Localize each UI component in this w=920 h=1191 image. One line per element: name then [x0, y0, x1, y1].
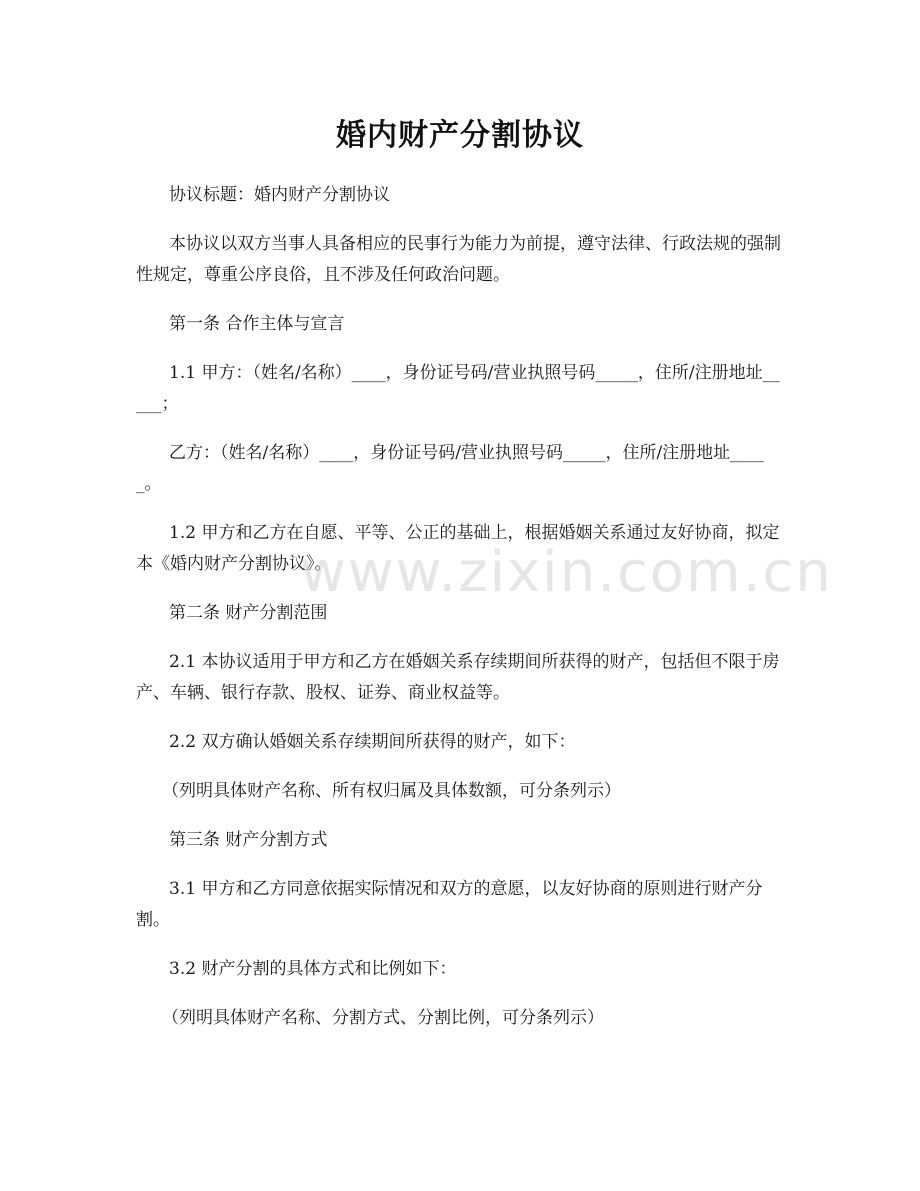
- clause-3-2: 3.2 财产分割的具体方式和比例如下：: [169, 959, 457, 979]
- clause-2-2: 2.2 双方确认婚姻关系存续期间所获得的财产，如下：: [169, 732, 576, 752]
- document-title: 婚内财产分割协议: [336, 118, 584, 153]
- clause-2-1: 2.1 本协议适用于甲方和乙方在婚姻关系存续期间所获得的财产，包括但不限于房产、车辆、银行存款、股权、证券、商业权益等。: [136, 652, 780, 703]
- article-2-heading: 第二条 财产分割范围: [169, 603, 328, 623]
- clause-1-1-party-b: 乙方：（姓名/名称）____，身份证号码/营业执照号码_____，住所/注册地址_____。: [136, 443, 765, 494]
- clause-1-1-party-a: 1.1 甲方：（姓名/名称）____，身份证号码/营业执照号码_____，住所/注册地址_____；: [136, 363, 780, 414]
- watermark: www.zixin.com.cn: [300, 540, 833, 605]
- agreement-title-line: 协议标题：婚内财产分割协议: [169, 185, 390, 205]
- clause-1-2: 1.2 甲方和乙方在自愿、平等、公正的基础上，根据婚姻关系通过友好协商，拟定本《婚内财产分割协议》。: [136, 523, 780, 574]
- article-3-heading: 第三条 财产分割方式: [169, 830, 328, 850]
- document-body: [136, 180, 786, 1052]
- clause-3-1: 3.1 甲方和乙方同意依据实际情况和双方的意愿，以友好协商的原则进行财产分割。: [136, 879, 763, 930]
- preamble-paragraph: 本协议以双方当事人具备相应的民事行为能力为前提，遵守法律、行政法规的强制性规定，尊重公序良俗，且不涉及任何政治问题。: [136, 234, 781, 285]
- article-1-heading: 第一条 合作主体与宣言: [169, 314, 345, 334]
- clause-3-2-note: （列明具体财产名称、分割方式、分割比例，可分条列示）: [162, 1008, 604, 1028]
- clause-2-2-note: （列明具体财产名称、所有权归属及具体数额，可分条列示）: [162, 781, 621, 801]
